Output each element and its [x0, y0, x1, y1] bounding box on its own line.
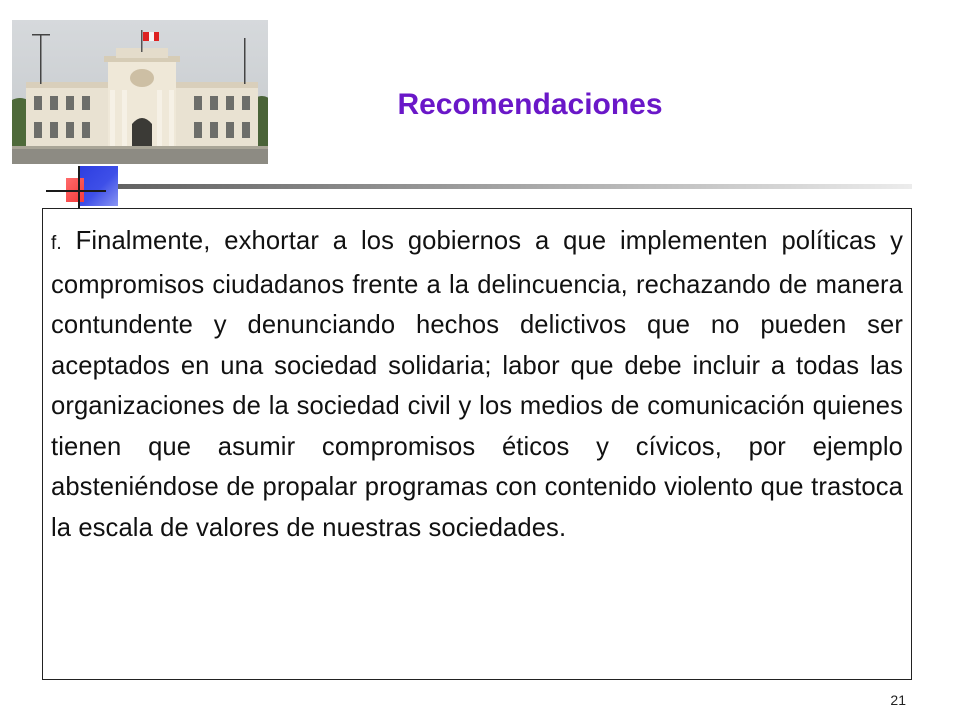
slide-title: Recomendaciones — [397, 88, 663, 121]
paragraph-lead: f. — [51, 233, 62, 254]
recommendation-paragraph — [51, 221, 903, 548]
content-box — [42, 208, 912, 680]
accent-square-blue — [78, 166, 118, 206]
title-divider — [72, 184, 912, 189]
congress-building-photo — [12, 20, 268, 164]
paragraph-text: Finalmente, exhortar a los gobiernos a que implementen políticas y compromisos ciudadanos frente a la delincuencia, rechazando de manera contundente y denunciando hechos delictivos que no pueden ser aceptados en una sociedad solidaria; labor que debe incluir a todas las organizaciones de la sociedad civil y los medios de comunicación quienes tienen que asumir compromisos éticos y cívicos, por ejemplo absteniéndose de propalar programas con contenido violento que trastoca la escala de valores de nuestras sociedades. — [51, 227, 903, 542]
accent-line-horizontal — [46, 190, 106, 192]
page-number: 21 — [890, 692, 906, 708]
